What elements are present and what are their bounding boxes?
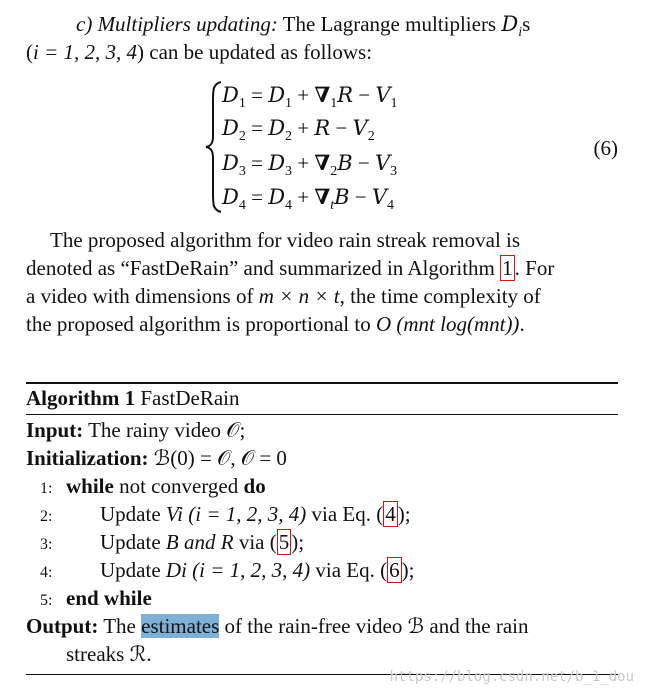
- output-text-a: The: [98, 614, 142, 638]
- step-number-2: 2:: [40, 508, 53, 525]
- equation-4: $D_4 = D_4 + \nabla_tB - V_4$: [222, 185, 395, 214]
- step-2-math: Vi (i = 1, 2, 3, 4): [165, 502, 307, 526]
- algorithm-init: [26, 446, 287, 471]
- step-4-math: Di (i = 1, 2, 3, 4): [165, 558, 311, 582]
- algorithm-title: [26, 386, 239, 411]
- output-label: Output:: [26, 614, 99, 638]
- init-label: Initialization:: [26, 446, 149, 470]
- p4-text-b: .: [519, 312, 525, 336]
- p3-text-a: a video with dimensions of: [26, 284, 259, 308]
- step-2-text-a: Update: [100, 502, 166, 526]
- input-text: The rainy video 𝒪;: [83, 418, 246, 442]
- step-number-5: 5:: [40, 592, 53, 609]
- p3-text-b: , the time complexity of: [339, 284, 541, 308]
- algorithm-output: [26, 614, 529, 639]
- algorithm-output-line-2: streaks ℛ.: [66, 642, 152, 666]
- multiplier-subscript: i: [518, 25, 523, 41]
- index-range: i = 1, 2, 3, 4: [33, 40, 138, 64]
- step-2-text-b: via Eq. (: [306, 502, 384, 526]
- step-3-math: B and R: [165, 530, 234, 554]
- section-text-a: The Lagrange multipliers: [277, 12, 502, 36]
- step-3-text-a: Update: [100, 530, 166, 554]
- step-number-4: 4:: [40, 564, 53, 581]
- watermark: https://blog.csdn.net/b_1_dou: [389, 669, 634, 685]
- equation-3: $D_3 = D_3 + \nabla_2B - V_3$: [222, 151, 398, 180]
- step-5: end while: [66, 586, 152, 610]
- equation-number: (6): [593, 136, 618, 160]
- section-heading: c) Multipliers updating:: [76, 12, 278, 36]
- input-label: Input:: [26, 418, 84, 442]
- section-line2-text: ) can be updated as follows:: [137, 40, 373, 64]
- algorithm-title-label: Algorithm 1: [26, 386, 136, 410]
- eq-ref-5[interactable]: 5: [278, 530, 290, 554]
- p2-text-b: . For: [514, 256, 555, 280]
- complexity-math: O (mnt log(mnt)): [375, 312, 520, 336]
- multiplier-symbol: D: [501, 12, 519, 36]
- algorithm-top-rule: [26, 382, 618, 384]
- step-4-text-a: Update: [100, 558, 166, 582]
- algorithm-ref-link[interactable]: 1: [502, 256, 513, 280]
- algorithm-input: [26, 418, 245, 443]
- step-3: [100, 530, 304, 555]
- step-1: while not converged do: [66, 474, 266, 498]
- step-4: [100, 558, 414, 583]
- dimensions-math: m × n × t: [258, 284, 340, 308]
- paragraph-line-1: The proposed algorithm for video rain streak removal is: [50, 228, 521, 252]
- eq-ref-6[interactable]: 6: [389, 558, 400, 582]
- paragraph-line-3: [26, 284, 541, 309]
- step-2: [100, 502, 411, 527]
- step-number-3: 3:: [40, 536, 53, 553]
- step-3-text-b: via (: [233, 530, 277, 554]
- equation-1: $D_1 = D_1 + \nabla_1R - V_1$: [222, 83, 398, 112]
- section-line-1: [76, 12, 530, 41]
- init-text: ℬ(0) = 𝒪, 𝒪 = 0: [148, 446, 287, 470]
- step-number-1: 1:: [40, 480, 53, 497]
- paren-open: (: [26, 40, 33, 64]
- eq-ref-4[interactable]: 4: [385, 502, 396, 526]
- p4-text-a: the proposed algorithm is proportional to: [26, 312, 376, 336]
- paragraph-line-4: [26, 312, 525, 337]
- output-text-b: of the rain-free video ℬ and the rain: [219, 614, 529, 638]
- paragraph-line-2: [26, 256, 554, 281]
- equation-2: $D_2 = D_2 + R - V_2$: [222, 116, 375, 145]
- section-text-b: s: [522, 12, 531, 36]
- section-line-2: [26, 40, 372, 65]
- algorithm-mid-rule: [26, 414, 618, 415]
- step-3-text-c: );: [291, 530, 305, 554]
- p2-text-a: denoted as “FastDeRain” and summarized in Algorithm: [26, 256, 501, 280]
- step-4-text-b: via Eq. (: [310, 558, 388, 582]
- highlighted-word[interactable]: estimates: [141, 614, 220, 638]
- algorithm-title-name: FastDeRain: [135, 386, 240, 410]
- step-2-text-c: );: [397, 502, 411, 526]
- step-4-text-c: );: [401, 558, 415, 582]
